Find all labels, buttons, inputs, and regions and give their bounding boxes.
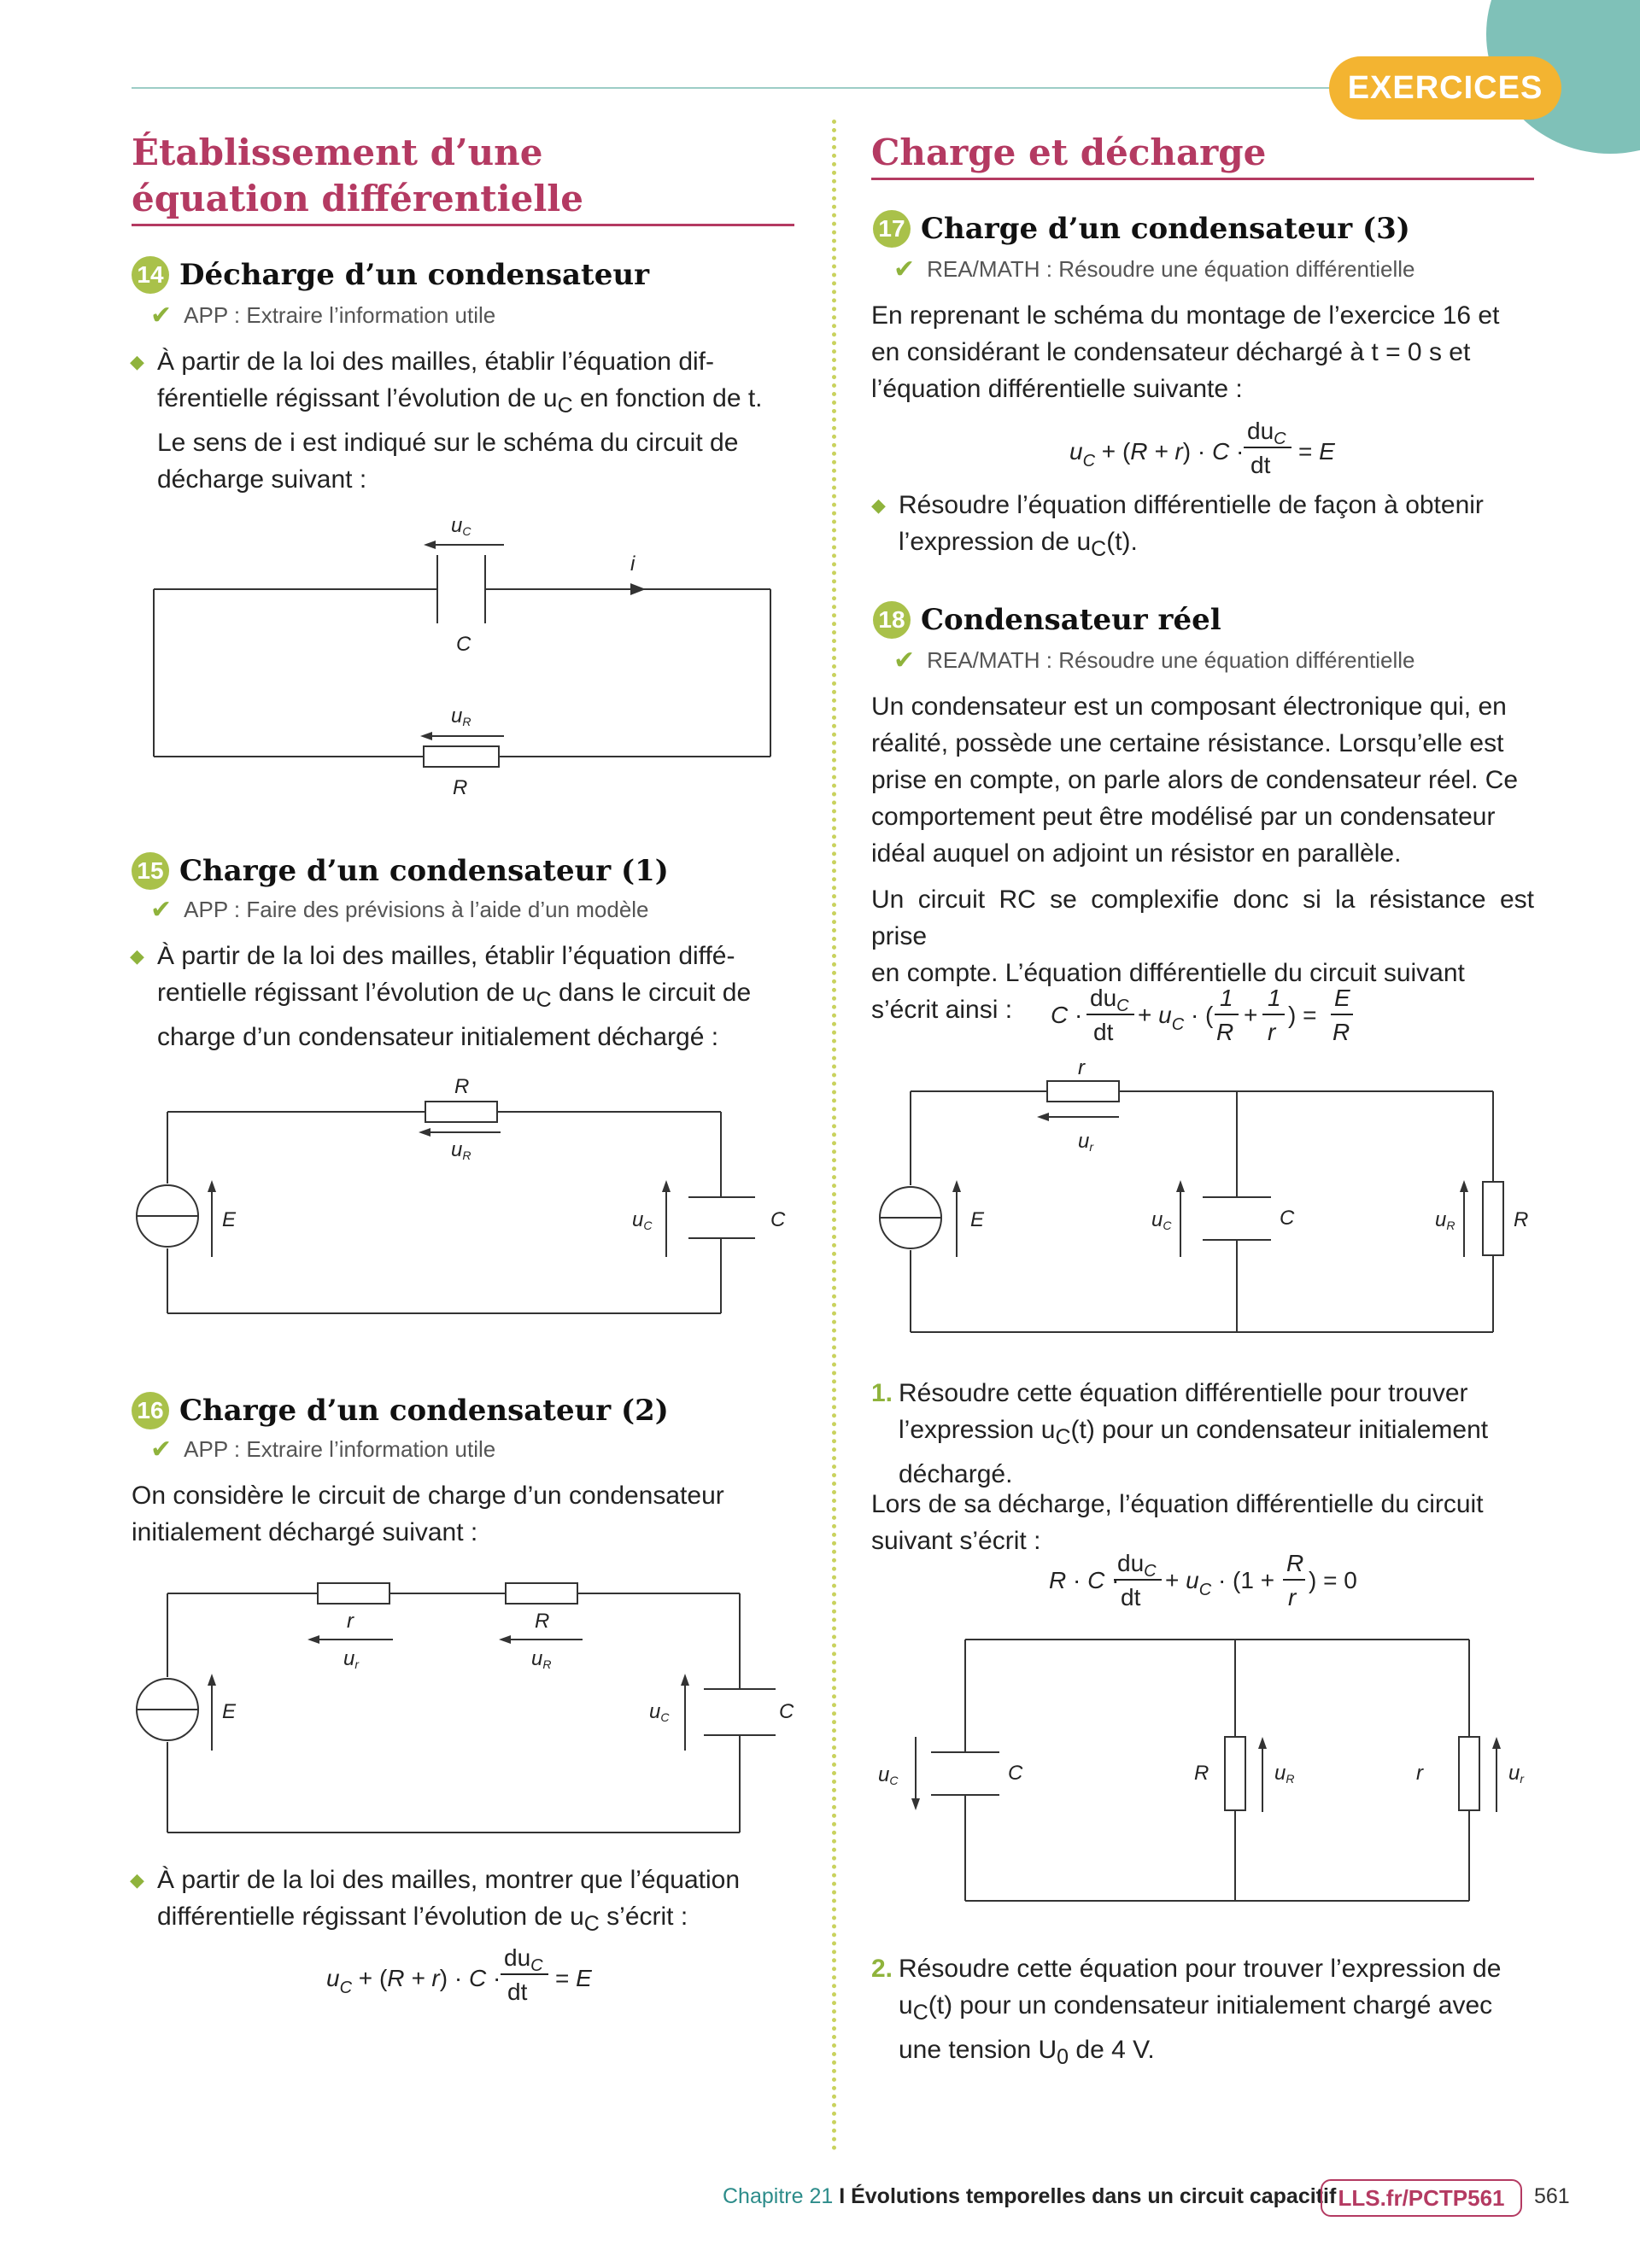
text-line: rentielle régissant l’évolution de $u_C$ dans le circuit de bbox=[157, 979, 752, 1012]
footer-separator: I bbox=[833, 2184, 852, 2208]
denominator: R bbox=[1216, 1019, 1234, 1045]
section-title-line: Établissement d’une bbox=[132, 132, 543, 173]
skill-text: APP : Extraire l’information utile bbox=[184, 302, 496, 328]
bullet-text bbox=[130, 1862, 794, 1943]
current-label: i bbox=[630, 552, 636, 576]
arrowhead bbox=[308, 1635, 319, 1644]
R-label: R bbox=[1514, 1208, 1529, 1231]
text-span: différentielle régissant l’évolution de u bbox=[157, 1903, 584, 1931]
numerator: R bbox=[1286, 1550, 1304, 1576]
text-line: en compte. L’équation différentielle du circuit suivant bbox=[871, 959, 1465, 987]
text-line: $u_C(t)$ pour un condensateur initialement chargé avec bbox=[899, 1991, 1493, 2025]
arrowhead bbox=[911, 1798, 920, 1810]
uc-label: uC bbox=[451, 514, 472, 538]
footer-chapter bbox=[723, 2184, 1336, 2209]
text-line: initialement déchargé suivant : bbox=[132, 1518, 478, 1546]
bullet-icon: ◆ bbox=[130, 351, 144, 372]
arrowhead bbox=[419, 1128, 430, 1137]
equation: $u_C + (R + r) \cdot C$ · bbox=[326, 1965, 501, 1997]
arrowhead bbox=[499, 1635, 511, 1644]
text-line: Le sens de i est indiqué sur le schéma du circuit de bbox=[157, 429, 739, 457]
equation-mid: + $u_C$ · ( bbox=[1138, 1002, 1214, 1034]
exercise-title: Charge d’un condensateur (1) bbox=[179, 854, 669, 888]
text-line: suivant s’écrit : bbox=[871, 1527, 1041, 1555]
arrowhead bbox=[208, 1674, 216, 1686]
section-rule bbox=[132, 224, 794, 226]
ur-label: ur bbox=[1508, 1762, 1525, 1786]
r-label: r bbox=[1416, 1762, 1423, 1785]
skill-line bbox=[150, 1435, 495, 1464]
text-line: prise en compte, on parle alors de condensateur réel. Ce bbox=[871, 766, 1519, 794]
denominator: dt bbox=[1093, 1019, 1114, 1045]
skill-line bbox=[150, 301, 495, 330]
section-rule bbox=[871, 178, 1534, 180]
section-title-left bbox=[132, 130, 583, 222]
circuit-ex18-1 bbox=[871, 1057, 1538, 1339]
text-line: l’équation différentielle suivante : bbox=[871, 375, 1243, 403]
header-rule bbox=[132, 87, 1362, 89]
question-2 bbox=[871, 1950, 1534, 2076]
resistor-R bbox=[1483, 1182, 1503, 1255]
text-span: rentielle régissant l’évolution de u bbox=[157, 979, 536, 1007]
section-title-right: Charge et décharge bbox=[871, 132, 1267, 173]
equation-ex18-2 bbox=[1047, 1546, 1372, 1622]
equation-ex16 bbox=[325, 1933, 615, 2010]
circuit-ex18-2 bbox=[871, 1631, 1538, 1913]
uR-label: uR bbox=[531, 1647, 552, 1671]
section-title-line: équation différentielle bbox=[132, 178, 583, 219]
plus: + bbox=[1244, 1002, 1258, 1028]
exercise-title: Charge d’un condensateur (3) bbox=[921, 212, 1410, 246]
equation: C · bbox=[1051, 1002, 1083, 1028]
arrowhead bbox=[1037, 1113, 1049, 1121]
skill-text: APP : Faire des prévisions à l’aide d’un modèle bbox=[184, 897, 649, 922]
text-line: décharge suivant : bbox=[157, 465, 367, 494]
online-link[interactable]: LLS.fr/PCTP561 bbox=[1321, 2179, 1522, 2217]
equation-rhs: = E bbox=[1298, 438, 1335, 465]
text-line: Résoudre cette équation pour trouver l’expression de bbox=[899, 1955, 1502, 1983]
arrowhead bbox=[662, 1180, 671, 1192]
check-icon: ✔ bbox=[893, 255, 916, 284]
ur-label: ur bbox=[1078, 1130, 1094, 1154]
denominator: r bbox=[1268, 1019, 1276, 1045]
text-span: en fonction de t. bbox=[572, 384, 763, 412]
ur-label: uR bbox=[451, 704, 472, 728]
ur-label: ur bbox=[343, 1647, 360, 1671]
resistor-R bbox=[506, 1583, 577, 1604]
numerator: $du_C$ bbox=[1090, 985, 1129, 1015]
chapter-title: Évolutions temporelles dans un circuit capacitif bbox=[851, 2184, 1337, 2208]
text-span: s’écrit : bbox=[599, 1903, 688, 1931]
question-1 bbox=[871, 1375, 1534, 1493]
arrowhead bbox=[952, 1180, 961, 1192]
text-line: l’expression $u_C(t)$ pour un condensateur initialement bbox=[899, 1416, 1489, 1449]
numerator: $du_C$ bbox=[1247, 418, 1286, 448]
check-icon: ✔ bbox=[150, 301, 173, 330]
capacitor-label: C bbox=[1008, 1762, 1023, 1785]
circuit-ex15 bbox=[128, 1078, 803, 1325]
denominator: dt bbox=[1250, 452, 1271, 478]
text-span: une tension U bbox=[899, 2036, 1057, 2064]
exercise-number: 15 bbox=[132, 852, 169, 890]
exercise-title: Condensateur réel bbox=[921, 603, 1221, 637]
text-line: Un circuit RC se complexifie donc si la résistance est prise bbox=[871, 886, 1534, 950]
text-line: différentielle régissant l’évolution de $u_C$ s’écrit : bbox=[157, 1903, 688, 1936]
skill-text: REA/MATH : Résoudre une équation différentielle bbox=[927, 256, 1415, 282]
R-label: R bbox=[1194, 1762, 1210, 1785]
arrowhead bbox=[681, 1674, 689, 1686]
uc-label: uC bbox=[878, 1763, 899, 1787]
exercise-15-heading bbox=[132, 852, 669, 890]
equation: R · C · bbox=[1049, 1567, 1120, 1593]
text-line: comportement peut être modélisé par un condensateur bbox=[871, 803, 1496, 831]
bullet-icon: ◆ bbox=[130, 1869, 144, 1891]
bullet-text bbox=[130, 938, 794, 1055]
question-number: 2. bbox=[871, 1955, 893, 1983]
text-span: férentielle régissant l’évolution de u bbox=[157, 384, 558, 412]
uR-label: uR bbox=[1435, 1208, 1456, 1232]
equation-ex18-1 bbox=[1049, 980, 1374, 1057]
current-arrowhead bbox=[630, 583, 646, 595]
equation-mid: + $u_C \cdot (1$ + bbox=[1165, 1567, 1275, 1599]
exercise-17-heading bbox=[873, 210, 1410, 248]
paragraph bbox=[132, 1477, 794, 1551]
circuit-ex16 bbox=[128, 1580, 803, 1853]
exercise-number: 16 bbox=[132, 1392, 169, 1429]
resistor-r bbox=[318, 1583, 390, 1604]
denominator: r bbox=[1288, 1584, 1297, 1610]
denominator: R bbox=[1332, 1019, 1350, 1045]
text-span: l’expression de u bbox=[899, 528, 1092, 556]
text-line: À partir de la loi des mailles, établir l’équation dif- bbox=[157, 348, 714, 376]
ur-label: uR bbox=[451, 1138, 472, 1162]
skill-line bbox=[893, 646, 1415, 675]
arrowhead bbox=[420, 732, 432, 740]
text-span: (t) pour un condensateur initialement bbox=[1070, 1416, 1489, 1444]
numerator: $du_C$ bbox=[1117, 1550, 1157, 1581]
equation-rhs: = E bbox=[555, 1965, 592, 1991]
text-line: l’expression de $u_C(t)$. bbox=[899, 528, 1138, 561]
text-line: Résoudre l’équation différentielle de façon à obtenir bbox=[899, 491, 1484, 519]
exercise-number: 18 bbox=[873, 601, 911, 639]
exercise-number: 14 bbox=[132, 256, 169, 294]
text-span: dans le circuit de bbox=[551, 979, 752, 1007]
numerator: $du_C$ bbox=[504, 1944, 543, 1975]
r-label: r bbox=[1078, 1057, 1085, 1079]
text-line: s’écrit ainsi : bbox=[871, 996, 1013, 1024]
skill-line bbox=[150, 895, 649, 925]
text-line: Un condensateur est un composant électronique qui, en bbox=[871, 693, 1507, 721]
text-line: réalité, possède une certaine résistance. Lorsqu’elle est bbox=[871, 729, 1504, 757]
text-line: En reprenant le schéma du montage de l’exercice 16 et bbox=[871, 301, 1500, 330]
exercise-title: Charge d’un condensateur (2) bbox=[179, 1394, 669, 1428]
skill-text: APP : Extraire l’information utile bbox=[184, 1436, 496, 1462]
skill-text: REA/MATH : Résoudre une équation différentielle bbox=[927, 647, 1415, 673]
page-number: 561 bbox=[1534, 2184, 1570, 2208]
column-divider bbox=[832, 120, 836, 2152]
exercise-number: 17 bbox=[873, 210, 911, 248]
resistor-label: R bbox=[454, 1078, 470, 1098]
resistor-r bbox=[1047, 1081, 1119, 1102]
text-span: u bbox=[899, 1991, 913, 2020]
emf-label: E bbox=[222, 1700, 237, 1723]
uc-label: uC bbox=[649, 1700, 670, 1724]
text-span: de 4 V. bbox=[1069, 2036, 1155, 2064]
check-icon: ✔ bbox=[150, 1435, 173, 1464]
bullet-icon: ◆ bbox=[871, 494, 886, 516]
bullet-icon: ◆ bbox=[130, 945, 144, 967]
bullet-text bbox=[871, 487, 1534, 568]
text-span: (t). bbox=[1106, 528, 1138, 556]
arrowhead bbox=[1258, 1737, 1267, 1749]
paragraph bbox=[871, 297, 1534, 407]
capacitor-label: C bbox=[456, 633, 472, 656]
arrowhead bbox=[208, 1180, 216, 1192]
R-label: R bbox=[535, 1610, 550, 1633]
text-line: À partir de la loi des mailles, montrer que l’équation bbox=[157, 1866, 741, 1894]
denominator: dt bbox=[507, 1979, 528, 2005]
emf-label: E bbox=[970, 1208, 985, 1231]
resistor-R bbox=[1225, 1737, 1245, 1810]
numerator: E bbox=[1334, 985, 1350, 1011]
numerator: 1 bbox=[1220, 985, 1233, 1011]
resistor bbox=[424, 746, 499, 767]
text-line: déchargé. bbox=[899, 1460, 1013, 1488]
text-line: On considère le circuit de charge d’un condensateur bbox=[132, 1482, 724, 1510]
text-line: férentielle régissant l’évolution de $u_C$ en fonction de t. bbox=[157, 384, 763, 418]
capacitor-label: C bbox=[770, 1208, 786, 1231]
exercise-16-heading bbox=[132, 1392, 669, 1429]
capacitor-label: C bbox=[779, 1700, 794, 1723]
text-line: idéal auquel on adjoint un résistor en parallèle. bbox=[871, 839, 1402, 868]
uc-label: uC bbox=[1151, 1208, 1172, 1232]
equals: ) = 0 bbox=[1309, 1567, 1357, 1593]
text-span: (t) pour un condensateur initialement chargé avec bbox=[928, 1991, 1493, 2020]
text-line: charge d’un condensateur initialement déchargé : bbox=[157, 1023, 719, 1051]
exercices-badge: EXERCICES bbox=[1329, 56, 1561, 120]
arrowhead bbox=[1176, 1180, 1185, 1192]
arrowhead bbox=[1460, 1180, 1468, 1192]
denominator: dt bbox=[1121, 1584, 1141, 1610]
numerator: 1 bbox=[1268, 985, 1281, 1011]
arrowhead bbox=[1492, 1737, 1501, 1749]
capacitor-label: C bbox=[1280, 1207, 1295, 1230]
uc-label: uC bbox=[632, 1208, 653, 1232]
resistor-label: R bbox=[453, 776, 468, 794]
arrowhead bbox=[424, 541, 436, 549]
exercise-18-heading bbox=[873, 601, 1221, 639]
uR-label: uR bbox=[1274, 1762, 1295, 1786]
equation-ex17 bbox=[1068, 406, 1358, 483]
text-line: À partir de la loi des mailles, établir l’équation diffé- bbox=[157, 942, 735, 970]
text-line: Lors de sa décharge, l’équation différentielle du circuit bbox=[871, 1490, 1484, 1518]
question-number: 1. bbox=[871, 1379, 893, 1407]
text-span: l’expression u bbox=[899, 1416, 1056, 1444]
equals: ) = bbox=[1288, 1002, 1317, 1028]
equation: $u_C + (R + r) \cdot C$ · bbox=[1069, 438, 1245, 471]
chapter-label: Chapitre 21 bbox=[723, 2184, 834, 2208]
paragraph bbox=[871, 688, 1534, 872]
check-icon: ✔ bbox=[893, 646, 916, 675]
exercise-title: Décharge d’un condensateur bbox=[179, 258, 649, 292]
resistor-r bbox=[1459, 1737, 1479, 1810]
text-line: Résoudre cette équation différentielle pour trouver bbox=[899, 1379, 1468, 1407]
skill-line bbox=[893, 254, 1415, 284]
check-icon: ✔ bbox=[150, 896, 173, 924]
exercise-14-heading bbox=[132, 256, 649, 294]
text-line: en considérant le condensateur déchargé à t = 0 s et bbox=[871, 338, 1471, 366]
bullet-text bbox=[130, 343, 794, 498]
emf-label: E bbox=[222, 1208, 237, 1231]
circuit-ex14 bbox=[145, 504, 794, 794]
resistor bbox=[425, 1102, 497, 1122]
r-label: r bbox=[347, 1610, 354, 1633]
text-line: une tension $U_0$ de 4 V. bbox=[899, 2036, 1155, 2069]
